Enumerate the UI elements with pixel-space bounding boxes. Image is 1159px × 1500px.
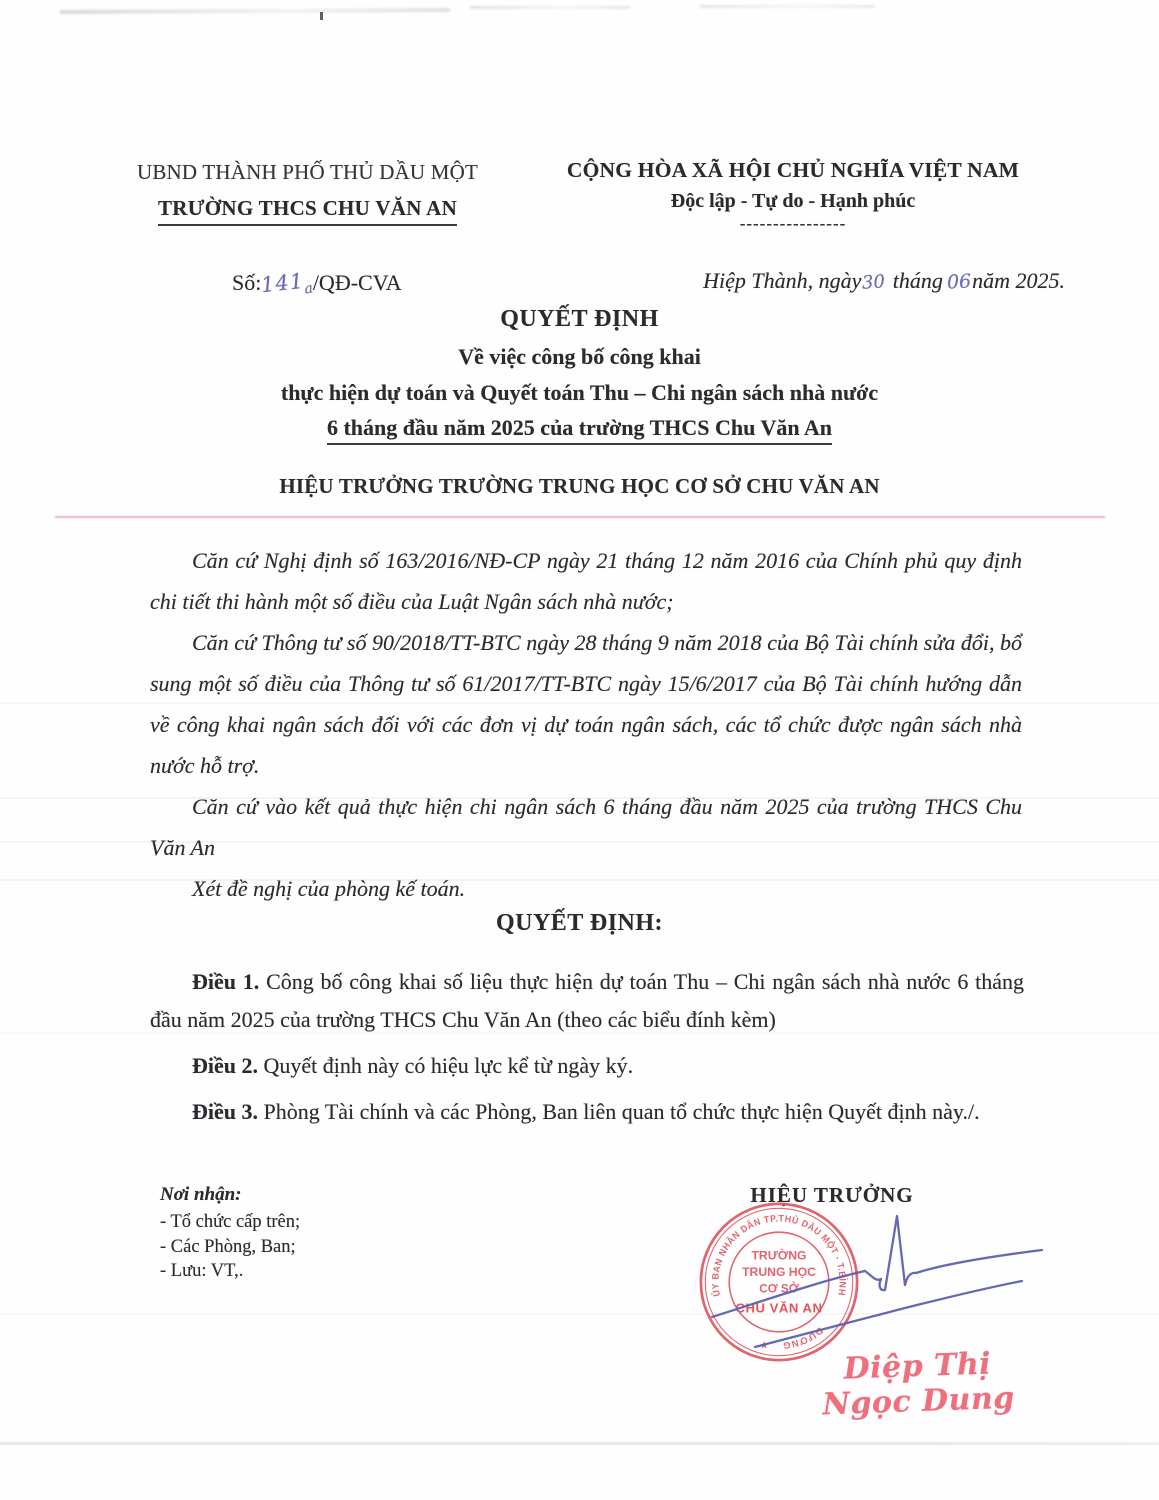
stamp-ring-bottom-text: DƯƠNG [781,1325,825,1351]
recipient-item: - Tổ chức cấp trên; [160,1212,301,1232]
scan-artifact-smudge [60,8,450,14]
preamble-paragraph: Căn cứ Thông tư số 90/2018/TT-BTC ngày 28 tháng 9 năm 2018 của Bộ Tài chính sửa đổi, bổ sung một số điều của Thông tư số 61/2017/TT-BTC ngày 15/6/2017 của Bộ Tài chính hướng dẫn về công khai ngân sách đối với các đơn vị dự toán ngân sách, các tổ chức được ngân sách nhà nước hỗ trợ. [150,630,1022,778]
issuing-org-block [95,160,520,226]
place-date-suffix: năm 2025. [972,268,1065,293]
recipient-item: - Lưu: VT,. [160,1261,244,1281]
document-title-block [0,306,1159,445]
scan-artifact-smudge [700,5,875,8]
scan-artifact-smudge [470,6,630,9]
stamp-ring-text: ỦY BAN NHÂN DÂN TP.THỦ DẦU MỘT - T.BÌNH [710,1213,848,1298]
signature-stroke [865,1216,1042,1290]
scan-artifact-speck [320,12,323,20]
articles-section [150,963,1024,1139]
article-1-text: Công bố công khai số liệu thực hiện dự toán Thu – Chi ngân sách nhà nước 6 tháng đầu năm 2025 của trường THCS Chu Văn An (theo các biểu đính kèm) [150,969,1025,1032]
document-subject-line3: 6 tháng đầu năm 2025 của trường THCS Chu Văn An [327,415,832,445]
preamble-paragraph: Xét đề nghị của phòng kế toán. [192,876,466,901]
stamp-center-line1: TRƯỜNG [751,1248,807,1263]
document-number-prefix: Số: [232,270,262,295]
signature-stroke [712,1271,865,1317]
article-2-text: Quyết định này có hiệu lực kể từ ngày ký. [263,1053,634,1078]
scan-artifact-line [0,1442,1159,1445]
motto-divider: ---------------- [739,214,847,233]
stamp-center-line2: TRUNG HỌC [742,1265,816,1280]
issuing-org-name: TRƯỜNG THCS CHU VĂN AN [158,196,457,226]
document-number [232,270,402,296]
signer-name: Diệp Thị Ngọc Dung [821,1346,1016,1423]
decision-heading: QUYẾT ĐỊNH: [495,910,664,936]
place-date-between: tháng [892,268,943,293]
recipients-block [160,1184,300,1284]
national-title: CỘNG HÒA XÃ HỘI CHỦ NGHĨA VIỆT NAM [566,158,1020,182]
article-2 [150,1047,1024,1085]
preamble-section [150,540,1022,909]
article-1-label: Điều 1. [192,969,260,994]
place-date-prefix: Hiệp Thành, ngày [703,268,862,293]
document-subject-line2: thực hiện dự toán và Quyết toán Thu – Chi ngân sách nhà nước [280,380,879,405]
recipient-item: - Các Phòng, Ban; [160,1236,296,1257]
national-motto: Độc lập - Tự do - Hạnh phúc [670,190,916,212]
document-type-title: QUYẾT ĐỊNH [500,306,659,332]
article-3-text: Phòng Tài chính và các Phòng, Ban liên quan tổ chức thực hiện Quyết định này./. [263,1099,980,1124]
article-2-label: Điều 2. [192,1053,258,1078]
article-3 [150,1093,1024,1131]
document-subject-line1: Về việc công bố công khai [458,344,701,369]
issuing-org-parent: UBND THÀNH PHỐ THỦ DẦU MỘT [136,160,478,184]
handwritten-month: 06 [946,270,972,294]
stamp-center-line4: CHU VĂN AN [735,1300,823,1316]
stamp-star-icon: ★ [759,1339,770,1352]
national-header-block [558,158,1028,234]
preamble-paragraph: Căn cứ Nghị định số 163/2016/NĐ-CP ngày 21 tháng 12 năm 2016 của Chính phủ quy định chi tiết thi hành một số điều của Luật Ngân sách nhà nước; [150,548,1022,614]
article-3-label: Điều 3. [192,1099,258,1124]
issuing-authority-line: HIỆU TRƯỞNG TRƯỜNG TRUNG HỌC CƠ SỞ CHU VĂN AN [279,474,880,498]
place-date-line [595,268,1065,294]
handwritten-day: 30 [861,271,887,294]
document-number-handwritten-tail: a [303,280,315,298]
scan-artifact-divider [55,516,1105,518]
stamp-center-line3: CƠ SỞ [759,1282,799,1296]
preamble-paragraph: Căn cứ vào kết quả thực hiện chi ngân sách 6 tháng đầu năm 2025 của trường THCS Chu Văn An [150,794,1022,860]
recipients-title: Nơi nhận: [160,1184,242,1205]
document-number-suffix: /QĐ-CVA [312,270,402,295]
signer-title: HIỆU TRƯỞNG [750,1183,914,1207]
article-1 [150,963,1024,1039]
document-number-handwritten: 141 [260,268,306,298]
